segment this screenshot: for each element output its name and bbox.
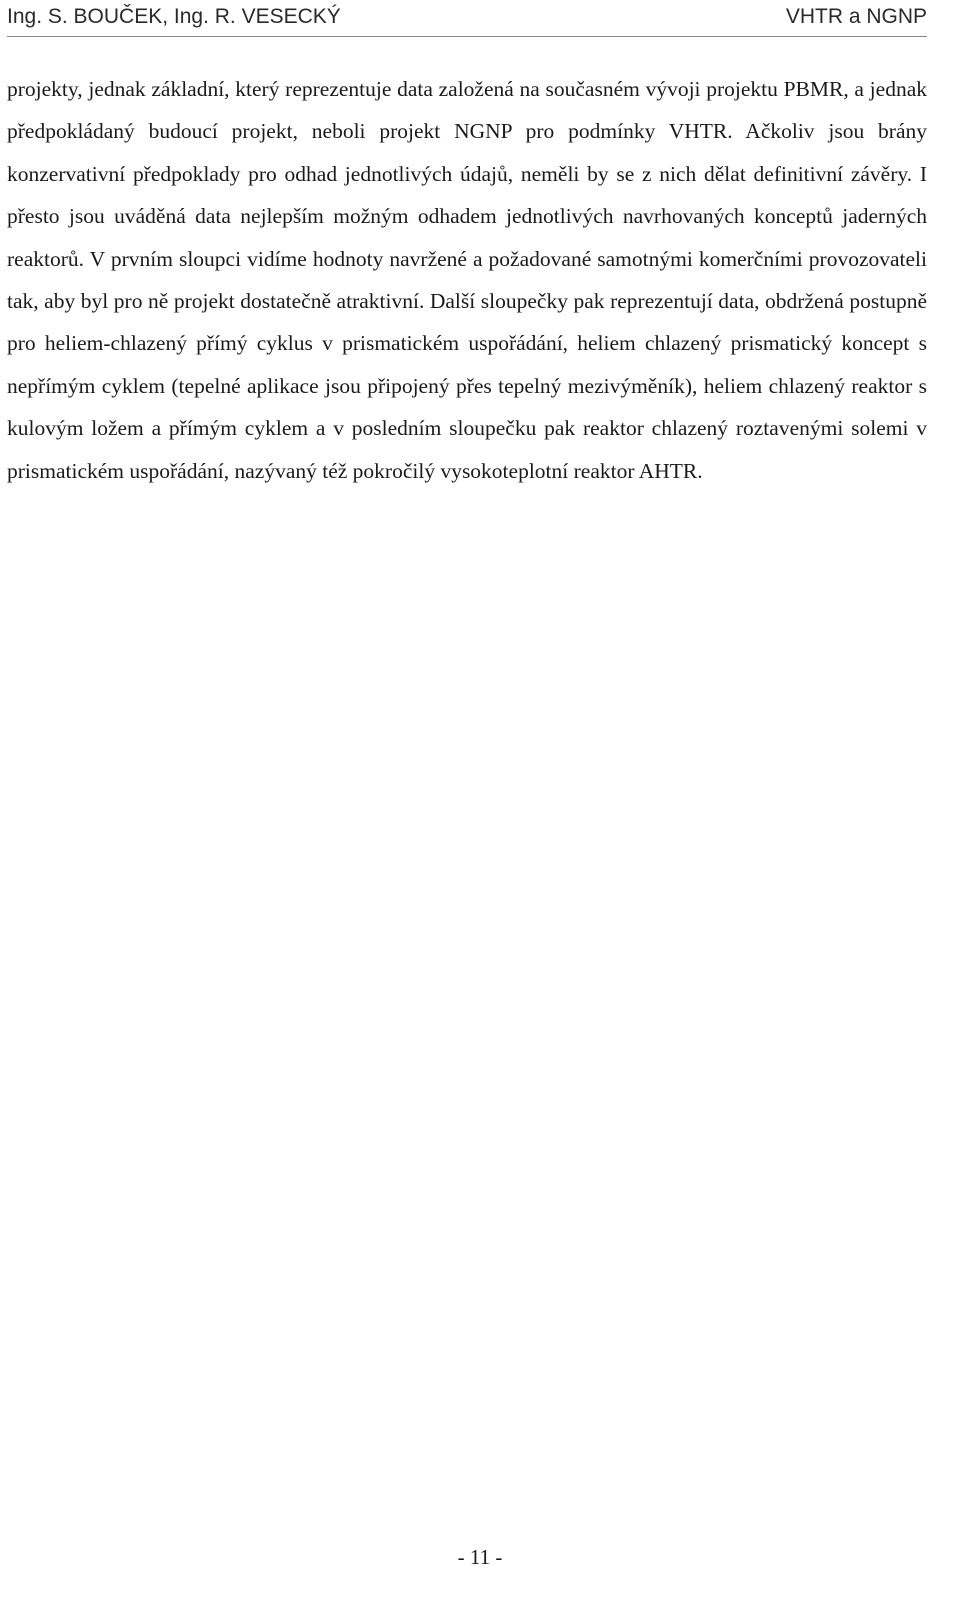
body-paragraph: projekty, jednak základní, který reprezentuje data založená na současném vývoji projektu PBMR, a jednak předpokládaný budoucí projekt, neboli projekt NGNP pro podmínky VHTR. Ačkoliv jsou brány konzervativní předpoklady pro odhad jednotlivých údajů, neměli by se z nich dělat definitivní závěry. I přesto jsou uváděná data nejlepším možným odhadem jednotlivých navrhovaných konceptů jaderných reaktorů. V prvním sloupci vidíme hodnoty navržené a požadované samotnými komerčními provozovateli tak, aby byl pro ně projekt dostatečně atraktivní. Další sloupečky pak reprezentují data, obdržená postupně pro heliem-chlazený přímý cyklus v prismatickém uspořádání, heliem chlazený prismatický koncept s nepřímým cyklem (tepelné aplikace jsou připojený přes tepelný mezivýměník), heliem chlazený reaktor s kulovým ložem a přímým cyklem a v posledním sloupečku pak reaktor chlazený roztavenými solemi v prismatickém uspořádání, nazývaný též pokročilý vysokoteplotní reaktor AHTR. bbox=[7, 77, 927, 483]
running-header bbox=[7, 2, 927, 32]
header-title: VHTR a NGNP bbox=[785, 5, 927, 28]
header-authors: Ing. S. BOUČEK, Ing. R. VESECKÝ bbox=[7, 5, 341, 28]
page-number: - 11 - bbox=[457, 1545, 503, 1569]
header-divider bbox=[7, 36, 927, 37]
